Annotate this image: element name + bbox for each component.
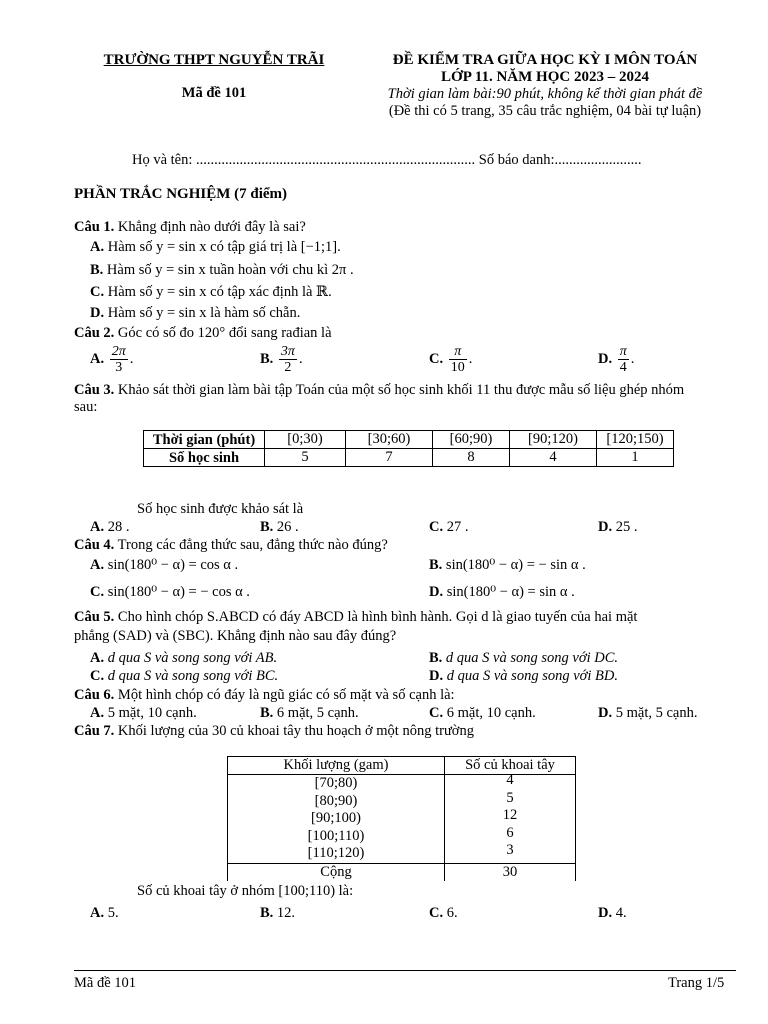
- option-label: B.: [260, 350, 274, 367]
- option-label: A.: [90, 705, 105, 721]
- q3-option-b[interactable]: [260, 519, 299, 536]
- option-text: Hàm số y = sin x có tập xác định là ℝ.: [107, 284, 332, 300]
- option-text: 4.: [615, 905, 627, 921]
- q7-option-b[interactable]: [260, 905, 295, 922]
- q3-option-c[interactable]: [429, 519, 468, 536]
- option-label: B.: [429, 650, 443, 666]
- fraction-denominator: 4: [619, 360, 627, 375]
- option-text: Hàm số y = sin x tuần hoàn với chu kì 2π .: [106, 262, 354, 278]
- option-text: 6 mặt, 5 cạnh.: [276, 705, 359, 721]
- option-label: A.: [90, 557, 105, 573]
- question-label: Câu 6.: [74, 687, 115, 703]
- table-cell: 1: [597, 449, 674, 467]
- group-count: 12: [502, 807, 518, 823]
- option-text: sin(180⁰ − α) = − sin α .: [445, 557, 586, 573]
- option-label: D.: [598, 519, 613, 535]
- option-label: C.: [90, 284, 105, 300]
- option-label: D.: [429, 584, 444, 600]
- option-text: sin(180⁰ − α) = sin α .: [446, 584, 575, 600]
- q1-option-c[interactable]: [90, 284, 332, 301]
- pages-note: (Đề thi có 5 trang, 35 câu trắc nghiệm, 04 bài tự luận): [388, 103, 702, 119]
- q7-option-d[interactable]: [598, 905, 627, 922]
- option-text: 6.: [446, 905, 458, 921]
- potato-weight-table: [227, 756, 576, 881]
- table-cell: [90;120): [510, 431, 597, 449]
- table-total-value: 30: [445, 863, 576, 881]
- exam-subtitle: LỚP 11. NĂM HỌC 2023 – 2024: [441, 69, 649, 85]
- q5-option-b[interactable]: [429, 650, 618, 667]
- question-label: Câu 2.: [74, 325, 115, 341]
- fraction: [279, 344, 297, 375]
- question-text: Một hình chóp có đáy là ngũ giác có số mặt và số cạnh là:: [117, 687, 455, 703]
- fraction-denominator: 3: [115, 360, 123, 375]
- table-cell: 5: [265, 449, 346, 467]
- option-label: C.: [429, 350, 444, 367]
- option-label: A.: [90, 650, 105, 666]
- question-7: [74, 723, 474, 740]
- option-text: 27 .: [446, 519, 469, 535]
- group-count: 4: [506, 772, 514, 788]
- option-label: A.: [90, 239, 105, 255]
- question-label: Câu 1.: [74, 219, 115, 235]
- option-label: A.: [90, 519, 105, 535]
- q4-option-a[interactable]: [90, 557, 238, 574]
- q6-option-d[interactable]: [598, 705, 697, 722]
- q7-prompt: Số củ khoai tây ở nhóm [100;110) là:: [137, 883, 354, 899]
- option-text: 5 mặt, 5 cạnh.: [615, 705, 698, 721]
- q3-option-d[interactable]: [598, 519, 637, 536]
- q2-option-d[interactable]: D. $\frac{\pi}{4}$ .: [598, 344, 635, 375]
- option-label: D.: [598, 705, 613, 721]
- question-label: Câu 7.: [74, 723, 115, 739]
- fraction-denominator: 2: [284, 360, 292, 375]
- q1-option-d[interactable]: [90, 305, 300, 322]
- q2-option-a[interactable]: A. $\frac{2\pi}{3}$ .: [90, 344, 134, 375]
- exam-code: Mã đề 101: [181, 85, 247, 101]
- question-text: Cho hình chóp S.ABCD có đáy ABCD là hình bình hành. Gọi d là giao tuyến của hai mặt: [117, 609, 638, 625]
- table-cell: [60;90): [433, 431, 510, 449]
- question-6: [74, 687, 455, 704]
- option-text: 28 .: [107, 519, 130, 535]
- option-text: 25 .: [615, 519, 638, 535]
- option-label: C.: [429, 705, 444, 721]
- table-cell: [445, 772, 576, 864]
- q4-option-d[interactable]: [429, 584, 575, 601]
- option-text: sin(180⁰ − α) = cos α .: [107, 557, 239, 573]
- option-text: d qua S và song song với DC.: [445, 650, 618, 666]
- group-label: [90;100): [311, 810, 361, 826]
- option-text: Hàm số y = sin x có tập giá trị là [−1;1].: [107, 239, 341, 255]
- fraction-numerator: 3π: [280, 344, 295, 359]
- group-label: [100;110): [307, 827, 365, 844]
- school-name: TRƯỜNG THPT NGUYỄN TRÃI: [103, 52, 325, 68]
- time-note: Thời gian làm bài:90 phút, không kể thời gian phát đề: [387, 86, 703, 102]
- fraction: [110, 344, 128, 375]
- option-label: D.: [598, 350, 613, 367]
- q5-option-a[interactable]: [90, 650, 277, 667]
- option-label: C.: [429, 905, 444, 921]
- footer-exam-code: Mã đề 101: [74, 975, 137, 991]
- fraction: [618, 344, 629, 375]
- option-label: D.: [90, 305, 105, 321]
- q5-option-c[interactable]: [90, 668, 278, 685]
- option-text: 5.: [107, 905, 119, 921]
- question-label: Câu 4.: [74, 537, 115, 553]
- question-1: [74, 219, 306, 236]
- question-3: [74, 382, 684, 399]
- header-right: [360, 52, 730, 120]
- table-header-students: Số học sinh: [144, 449, 265, 467]
- q3-prompt: Số học sinh được khảo sát là: [137, 501, 304, 517]
- option-label: A.: [90, 905, 105, 921]
- table-cell: 4: [510, 449, 597, 467]
- table-cell: [0;30): [265, 431, 346, 449]
- q1-option-a[interactable]: [90, 239, 341, 256]
- question-5-continued: phẳng (SAD) và (SBC). Khẳng định nào sau đây đúng?: [74, 628, 397, 644]
- table-cell: 7: [346, 449, 433, 467]
- fraction-numerator: π: [619, 344, 627, 359]
- q4-option-b[interactable]: [429, 557, 586, 574]
- option-label: C.: [90, 584, 105, 600]
- option-label: B.: [260, 519, 274, 535]
- option-text: 5 mặt, 10 cạnh.: [107, 705, 197, 721]
- table-header-count: Số củ khoai tây: [445, 757, 576, 775]
- table-cell: [120;150): [597, 431, 674, 449]
- table-cell: [30;60): [346, 431, 433, 449]
- option-text: d qua S và song song với AB.: [107, 650, 278, 666]
- question-label: Câu 3.: [74, 382, 115, 398]
- option-text: Hàm số y = sin x là hàm số chẵn.: [107, 305, 301, 321]
- group-count: 5: [506, 789, 514, 806]
- question-text: Khối lượng của 30 củ khoai tây thu hoạch ở một nông trường: [117, 723, 474, 739]
- option-label: C.: [429, 519, 444, 535]
- option-label: A.: [90, 350, 105, 367]
- footer-page-number: Trang 1/5: [668, 975, 725, 991]
- fraction: [449, 344, 467, 375]
- q2-option-c[interactable]: C. $\frac{\pi}{10}$ .: [429, 344, 473, 375]
- table-header-weight: Khối lượng (gam): [228, 757, 445, 775]
- option-text: 26 .: [276, 519, 299, 535]
- option-text: 6 mặt, 10 cạnh.: [446, 705, 536, 721]
- option-label: B.: [90, 262, 104, 278]
- table-total-label: Cộng: [228, 863, 445, 881]
- fraction-denominator: 10: [450, 360, 465, 375]
- exam-title: ĐỀ KIỂM TRA GIỮA HỌC KỲ I MÔN TOÁN: [392, 52, 698, 68]
- question-5: [74, 609, 637, 626]
- group-count: 3: [506, 842, 514, 858]
- q2-option-b[interactable]: B. $\frac{3\pi}{2}$ .: [260, 344, 303, 375]
- q1-option-b[interactable]: [90, 262, 354, 279]
- option-label: D.: [429, 668, 444, 684]
- option-text: d qua S và song song với BD.: [446, 668, 618, 684]
- section-title: PHẦN TRẮC NGHIỆM (7 điểm): [74, 186, 288, 202]
- table-cell: [228, 775, 445, 864]
- option-label: D.: [598, 905, 613, 921]
- question-text: Góc có số đo 120° đổi sang rađian là: [117, 325, 332, 341]
- table-header-time: Thời gian (phút): [144, 431, 265, 449]
- question-4: [74, 537, 388, 554]
- q7-option-a[interactable]: [90, 905, 119, 922]
- question-text: Khảo sát thời gian làm bài tập Toán của một số học sinh khối 11 thu được mẫu số liệu ghép nhóm: [117, 382, 685, 398]
- group-label: [80;90): [314, 792, 358, 809]
- option-label: B.: [429, 557, 443, 573]
- q4-option-c[interactable]: [90, 584, 250, 601]
- option-text: d qua S và song song với BC.: [107, 668, 279, 684]
- question-label: Câu 5.: [74, 609, 115, 625]
- group-label: [110;120): [307, 845, 365, 861]
- student-info-line: Họ và tên: ............................................................................. Số báo danh:........................: [132, 152, 642, 168]
- group-count: 6: [506, 824, 514, 841]
- table-cell: 8: [433, 449, 510, 467]
- q7-option-c[interactable]: [429, 905, 458, 922]
- option-label: B.: [260, 905, 274, 921]
- option-text: sin(180⁰ − α) = − cos α .: [107, 584, 250, 600]
- q6-option-c[interactable]: [429, 705, 536, 722]
- grouped-data-table: [143, 430, 674, 467]
- q3-option-a[interactable]: [90, 519, 129, 536]
- q5-option-d[interactable]: [429, 668, 618, 685]
- option-label: C.: [90, 668, 105, 684]
- question-text: Khẳng định nào dưới đây là sai?: [117, 219, 306, 235]
- question-3-continued: sau:: [74, 399, 98, 415]
- option-label: B.: [260, 705, 274, 721]
- q6-option-a[interactable]: [90, 705, 197, 722]
- footer-divider: [74, 970, 736, 971]
- fraction-numerator: π: [449, 344, 467, 360]
- question-text: Trong các đẳng thức sau, đẳng thức nào đúng?: [117, 537, 388, 553]
- option-text: 12.: [276, 905, 296, 921]
- q6-option-b[interactable]: [260, 705, 359, 722]
- fraction-numerator: 2π: [111, 344, 126, 359]
- question-2: [74, 325, 332, 342]
- header-left: [100, 52, 328, 102]
- group-label: [70;80): [314, 775, 358, 791]
